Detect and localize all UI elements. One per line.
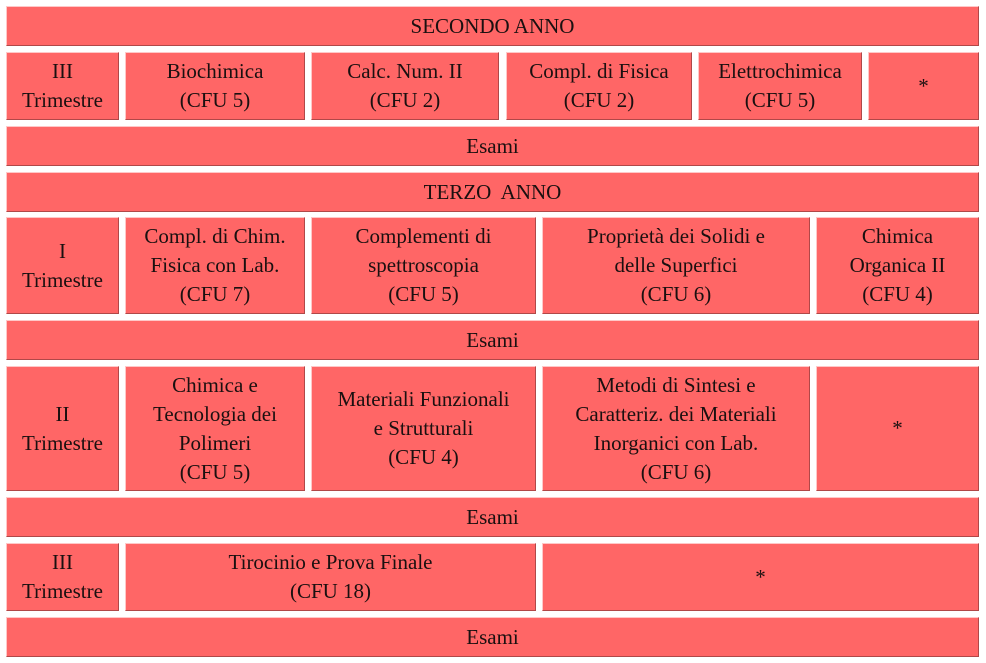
cell-text-line: Fisica con Lab. [150,253,280,277]
cell-text-line: * [918,73,929,98]
course-cell [125,52,305,120]
elective-cell [816,366,979,491]
cell-text-line: Esami [466,504,519,529]
cell-text-line: Tecnologia dei [153,401,277,426]
elective-cell [868,52,979,120]
cell-text-line: (CFU 4) [862,282,933,306]
cell-text-line: spettroscopia [368,253,479,277]
cell-text-line: Trimestre [22,267,103,292]
cell-text-line: Proprietà dei Solidi e [587,224,765,248]
course-cell [311,217,536,314]
year-header-secondo [6,6,979,46]
cell-text-line: Compl. di Fisica [529,59,669,83]
cell-text-line: Elettrochimica [718,59,842,83]
course-cell [311,52,499,120]
term-label [6,366,119,491]
cell-text-line: II [55,401,70,426]
year-header-terzo [6,172,979,212]
course-cell [816,217,979,314]
cell-text-line: Complementi di [355,224,492,248]
course-cell [542,366,810,491]
course-cell [125,543,536,611]
cell-text-line: Trimestre [22,430,103,455]
cell-text-line: Esami [466,624,519,649]
course-cell [311,366,536,491]
cell-text-line: Trimestre [22,88,103,112]
exams-row [6,126,979,166]
cell-text-line: Polimeri [178,430,252,455]
course-cell [125,217,305,314]
exams-row [6,497,979,537]
course-cell [125,366,305,491]
cell-text-line: III [52,59,73,83]
cell-text-line: Esami [466,327,519,352]
course-cell [506,52,692,120]
cell-text-line: (CFU 6) [640,459,712,484]
term-label [6,52,119,120]
cell-text-line: Calc. Num. II [347,59,463,83]
cell-text-line: Caratteriz. dei Materiali [575,401,777,426]
cell-text-line: (CFU 5) [179,88,251,112]
cell-text-line: (CFU 4) [388,445,459,469]
course-cell [698,52,862,120]
cell-text-line: (CFU 7) [179,282,251,306]
cell-text-line: (CFU 5) [179,459,251,484]
term-label [6,543,119,611]
exams-row [6,617,979,657]
cell-text-line: Organica II [849,253,946,277]
cell-text-line: I [59,238,66,263]
cell-text-line: (CFU 5) [388,282,459,306]
course-cell [542,217,810,314]
cell-text-line: Esami [466,133,519,158]
cell-text-line: (CFU 18) [289,579,372,603]
cell-text-line: Biochimica [166,59,264,83]
cell-text-line: (CFU 6) [640,282,712,306]
cell-text-line: * [755,564,766,589]
term-label [6,217,119,314]
cell-text-line: e Strutturali [373,416,474,440]
cell-text-line: (CFU 2) [563,88,635,112]
cell-text-line: * [892,416,903,440]
year-title: TERZO ANNO [423,179,562,204]
cell-text-line: Chimica e [172,372,258,397]
year-title: SECONDO ANNO [410,13,575,38]
exams-row [6,320,979,360]
elective-cell [542,543,979,611]
cell-text-line: delle Superfici [614,253,738,277]
cell-text-line: Compl. di Chim. [144,224,286,248]
cell-text-line: Inorganici con Lab. [593,430,759,455]
cell-text-line: (CFU 5) [744,88,816,112]
cell-text-line: Materiali Funzionali [337,387,510,411]
cell-text-line: III [52,550,73,574]
cell-text-line: Chimica [861,224,934,248]
cell-text-line: Metodi di Sintesi e [596,372,756,397]
cell-text-line: (CFU 2) [369,88,441,112]
cell-text-line: Tirocinio e Prova Finale [228,550,433,574]
cell-text-line: Trimestre [22,579,103,603]
